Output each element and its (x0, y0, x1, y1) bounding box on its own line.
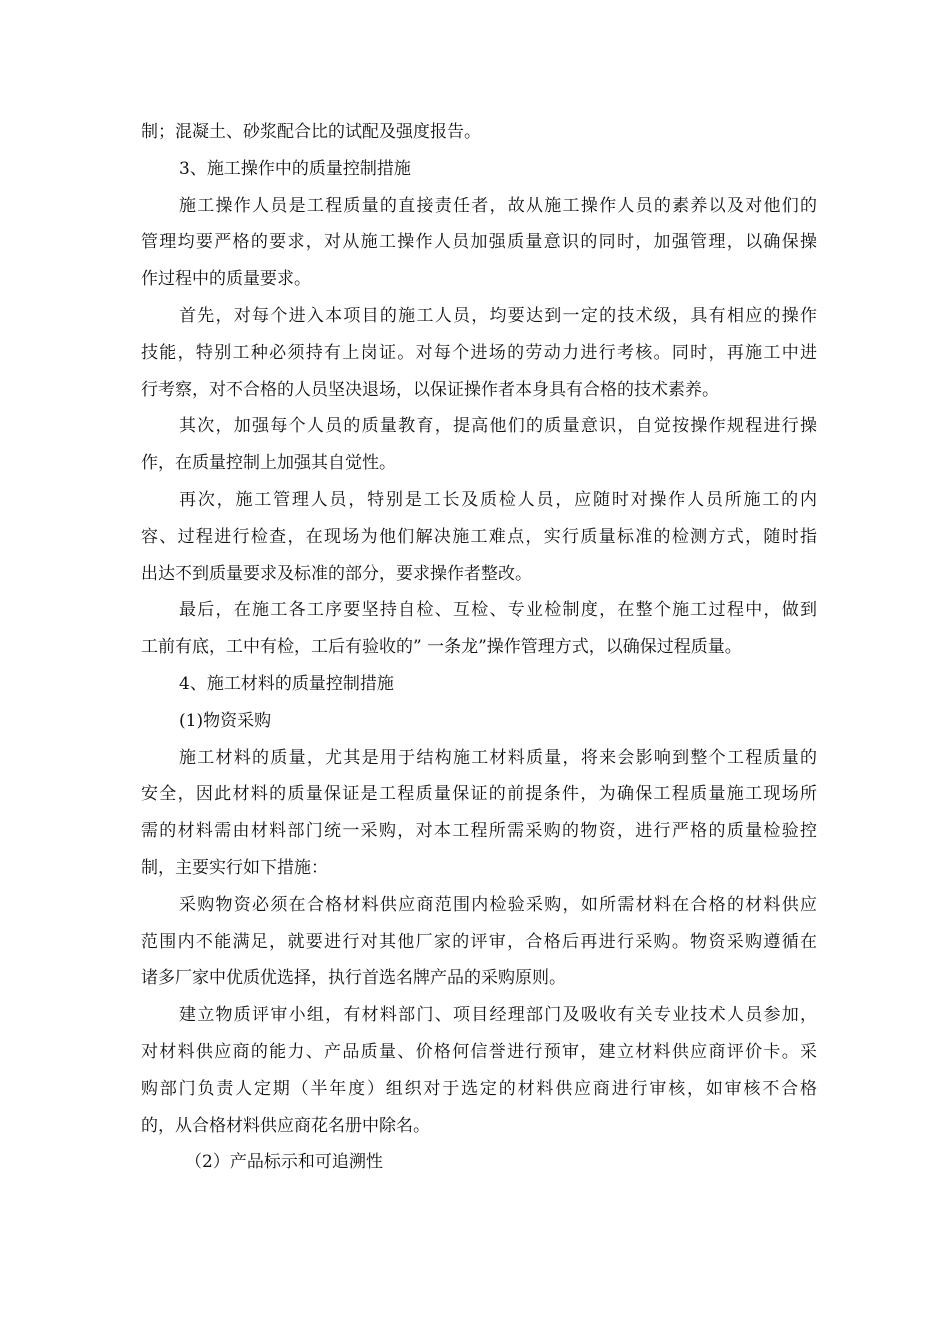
text-line: 诸多厂家中优质优选择，执行首选名牌产品的采购原则。 (141, 968, 566, 989)
text-line: 的，从合格材料供应商花名册中除名。 (141, 1115, 430, 1136)
text-line: 对材料供应商的能力、产品质量、价格何信誉进行预审，建立材料供应商评价卡。采 (141, 1041, 817, 1062)
text-line: 作过程中的质量要求。 (141, 269, 311, 290)
text-line: 采购物资必须在合格材料供应商范围内检验采购，如所需材料在合格的材料供应 (179, 894, 817, 915)
text-line: 出达不到质量要求及标准的部分，要求操作者整改。 (141, 563, 532, 584)
text-line: 安全，因此材料的质量保证是工程质量保证的前提条件，为确保工程质量施工现场所 (141, 784, 817, 805)
text-line: 技能，特别工种必须持有上岗证。对每个进场的劳动力进行考核。同时，再施工中进 (141, 342, 817, 363)
text-line: 管理均要严格的要求，对从施工操作人员加强质量意识的同时，加强管理，以确保操 (141, 232, 817, 253)
text-line: 行考察，对不合格的人员坚决退场，以保证操作者本身具有合格的技术素养。 (141, 379, 719, 400)
text-line: 施工材料的质量，尤其是用于结构施工材料质量，将来会影响到整个工程质量的 (179, 747, 817, 768)
text-line: 购部门负责人定期（半年度）组织对于选定的材料供应商进行审核，如审核不合格 (141, 1078, 817, 1099)
document-body (141, 114, 817, 1181)
section-heading: 4、施工材料的质量控制措施 (179, 673, 394, 694)
text-line: 首先，对每个进入本项目的施工人员，均要达到一定的技术级，具有相应的操作 (179, 305, 817, 326)
text-line: 需的材料需由材料部门统一采购，对本工程所需采购的物资，进行严格的质量检验控 (141, 821, 817, 842)
text-line: 工前有底，工中有检，工后有验收的” 一条龙”操作管理方式，以确保过程质量。 (141, 637, 742, 658)
text-line: 容、过程进行检查，在现场为他们解决施工难点，实行质量标准的检测方式，随时指 (141, 526, 817, 547)
text-line: 制；混凝土、砂浆配合比的试配及强度报告。 (141, 122, 481, 142)
subsection-heading: （2）产品标示和可追溯性 (185, 1152, 383, 1173)
text-line: 再次，施工管理人员，特别是工长及质检人员，应随时对操作人员所施工的内 (179, 489, 817, 510)
subsection-heading: (1)物资采购 (179, 710, 272, 731)
text-line: 范围内不能满足，就要进行对其他厂家的评审，合格后再进行采购。物资采购遵循在 (141, 931, 817, 952)
text-line: 施工操作人员是工程质量的直接责任者，故从施工操作人员的素养以及对他们的 (179, 195, 817, 216)
section-heading: 3、施工操作中的质量控制措施 (179, 158, 411, 179)
text-line: 制，主要实行如下措施： (141, 857, 328, 878)
text-line: 最后，在施工各工序要坚持自检、互检、专业检制度，在整个施工过程中，做到 (179, 600, 817, 621)
text-line: 作，在质量控制上加强其自觉性。 (141, 453, 396, 474)
text-line: 其次，加强每个人员的质量教育，提高他们的质量意识，自觉按操作规程进行操 (179, 416, 817, 437)
text-line: 建立物质评审小组，有材料部门、项目经理部门及吸收有关专业技术人员参加， (179, 1005, 817, 1026)
